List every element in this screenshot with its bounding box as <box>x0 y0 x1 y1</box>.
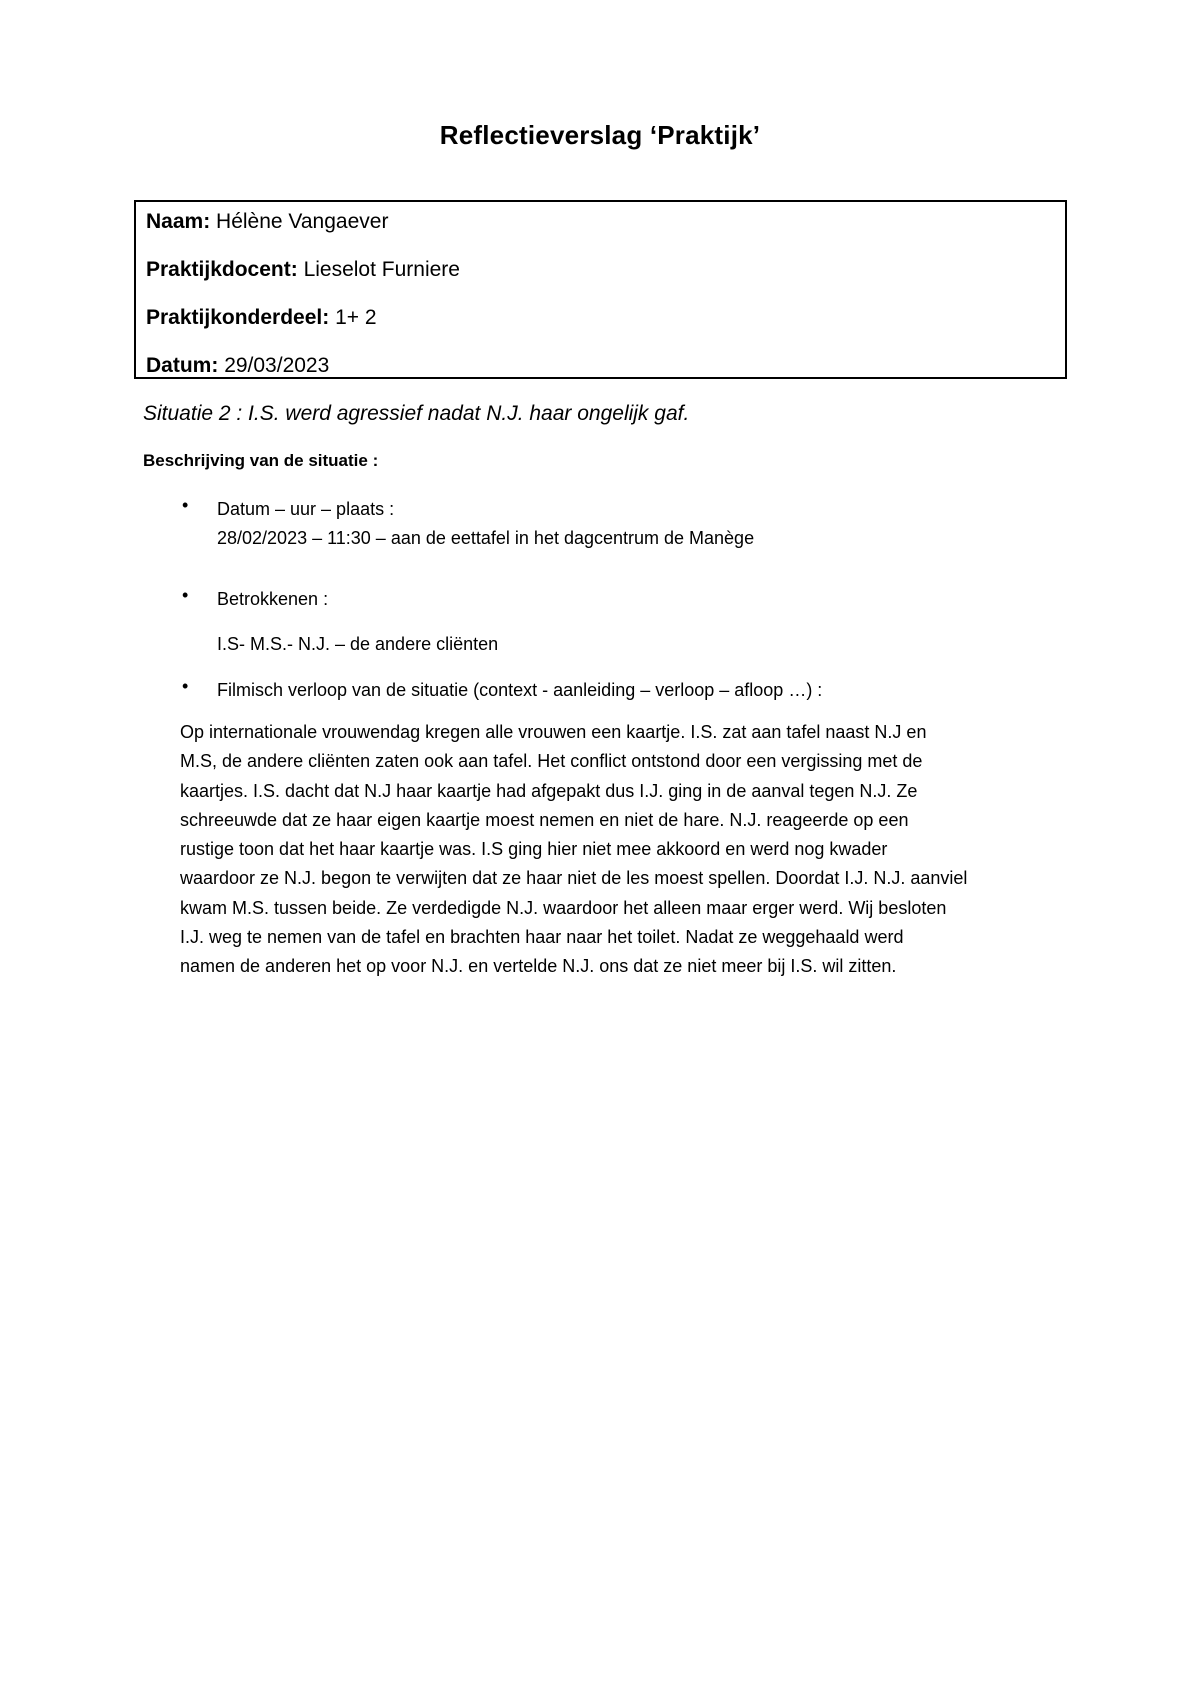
involved-value: I.S- M.S.- N.J. – de andere cliënten <box>217 634 499 654</box>
info-box <box>134 200 1067 379</box>
name-label: Naam: <box>146 210 211 233</box>
narrative-line: schreeuwde dat ze haar eigen kaartje moest nemen en niet de hare. N.J. reageerde op een <box>180 809 909 830</box>
name-value: Hélène Vangaever <box>216 210 389 233</box>
narrative-line: kaartjes. I.S. dacht dat N.J haar kaartje had afgepakt dus I.J. ging in de aanval tegen N.J. Ze <box>180 780 918 801</box>
date-value: 29/03/2023 <box>224 354 330 377</box>
narrative-line: rustige toon dat het haar kaartje was. I.S ging hier niet mee akkoord en werd nog kwader <box>180 839 888 860</box>
bullet-dot-icon: • <box>182 676 189 696</box>
part-label: Praktijkonderdeel: <box>146 306 330 329</box>
info-row-part <box>146 304 1055 352</box>
narrative-line: namen de anderen het op voor N.J. en vertelde N.J. ons dat ze niet meer bij I.S. wil zitten. <box>180 956 897 977</box>
narrative-line: waardoor ze N.J. begon te verwijten dat ze haar niet de les moest spellen. Doordat I.J. N.J. aanviel <box>180 868 968 889</box>
date-label: Datum: <box>146 354 219 377</box>
info-row-name <box>146 208 1055 256</box>
narrative-line: kwam M.S. tussen beide. Ze verdedigde N.J. waardoor het alleen maar erger werd. Wij besloten <box>180 897 947 918</box>
document-title: Reflectieverslag ‘Praktijk’ <box>439 120 761 150</box>
datetime-value: 28/02/2023 – 11:30 – aan de eettafel in het dagcentrum de Manège <box>217 528 755 548</box>
datetime-label: Datum – uur – plaats : <box>217 499 395 519</box>
bullet-involved <box>217 585 328 614</box>
info-row-teacher <box>146 256 1055 304</box>
description-heading: Beschrijving van de situatie : <box>143 451 379 470</box>
bullet-dot-icon: • <box>182 495 189 515</box>
narrative-paragraph <box>180 718 1080 982</box>
teacher-value: Lieselot Furniere <box>303 258 460 281</box>
narrative-line: M.S, de andere cliënten zaten ook aan tafel. Het conflict ontstond door een vergissing met de <box>180 751 923 772</box>
involved-label: Betrokkenen : <box>217 589 329 609</box>
narrative-line: Op internationale vrouwendag kregen alle vrouwen een kaartje. I.S. zat aan tafel naast N.J en <box>180 722 927 742</box>
teacher-label: Praktijkdocent: <box>146 258 298 281</box>
bullet-datetime <box>217 495 754 553</box>
narrative-line: I.J. weg te nemen van de tafel en brachten haar naar het toilet. Nadat ze weggehaald werd <box>180 927 904 948</box>
situation-title: Situatie 2 : I.S. werd agressief nadat N.J. haar ongelijk gaf. <box>143 402 690 425</box>
info-row-date <box>146 352 1055 400</box>
part-value: 1+ 2 <box>335 306 377 329</box>
course-label: Filmisch verloop van de situatie (context - aanleiding – verloop – afloop …) : <box>217 680 823 700</box>
bullet-dot-icon: • <box>182 585 189 605</box>
